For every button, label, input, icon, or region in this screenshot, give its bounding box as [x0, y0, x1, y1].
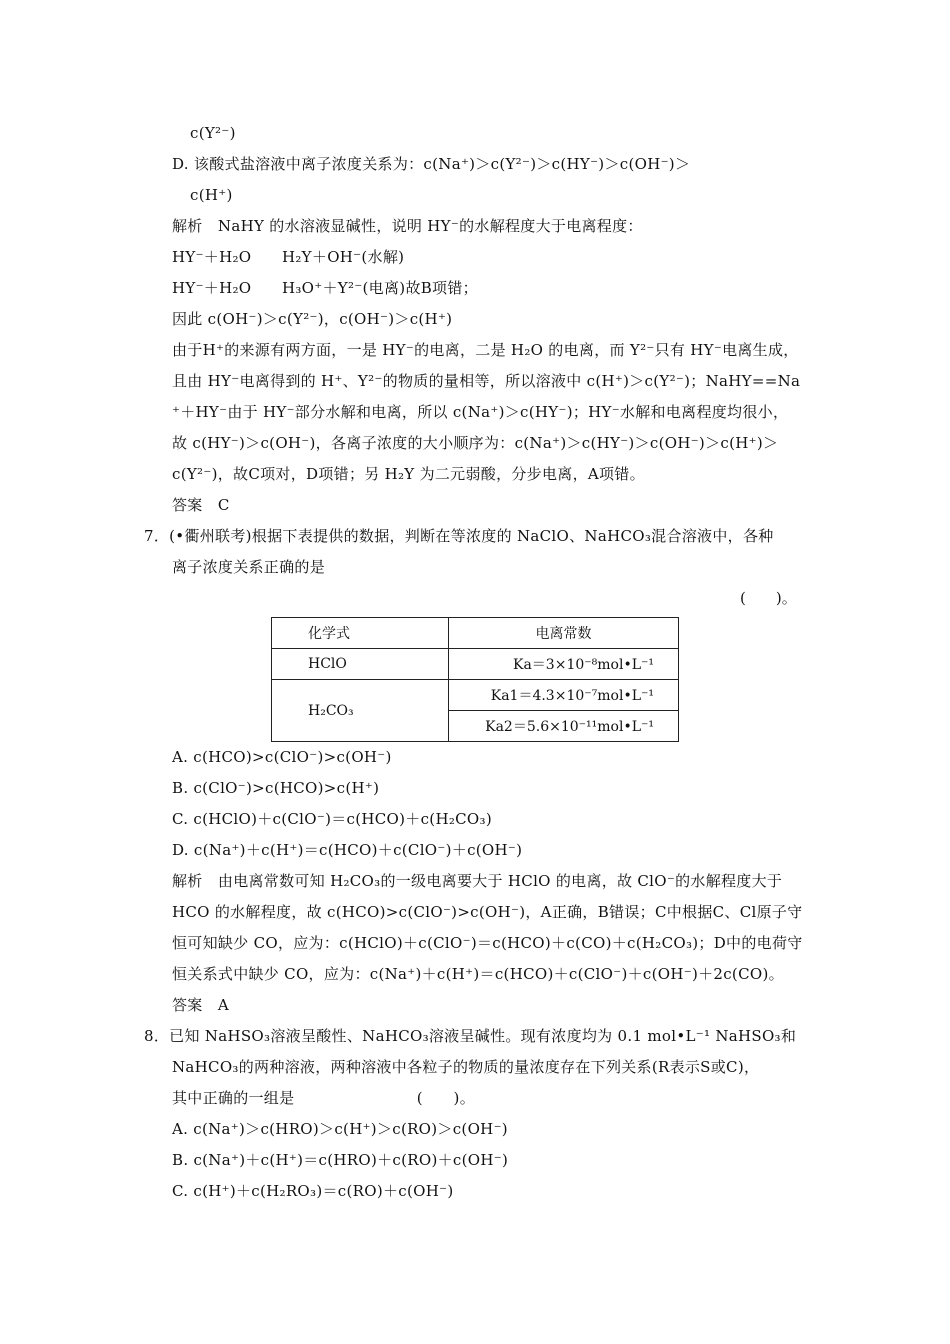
text-line: B. c(ClO⁻)>c(HCO)>c(H⁺) — [172, 779, 380, 797]
text-line: 由于H⁺的来源有两方面，一是 HY⁻的电离，二是 H₂O 的电离，而 Y²⁻只有 HY⁻电离生成， — [172, 341, 799, 359]
text-line: c(Y²⁻) — [190, 124, 236, 142]
text-line: 解析 NaHY 的水溶液显碱性，说明 HY⁻的水解程度大于电离程度： — [172, 217, 643, 235]
text-line: 答案 A — [172, 996, 230, 1014]
text-line: HY⁻＋H₂O H₂Y＋OH⁻(水解) — [172, 248, 405, 266]
text-line: 因此 c(OH⁻)＞c(Y²⁻)，c(OH⁻)＞c(H⁺) — [172, 310, 453, 328]
text-line: 8．已知 NaHSO₃溶液呈酸性、NaHCO₃溶液呈碱性。现有浓度均为 0.1 mol•L⁻¹ NaHSO₃和 — [144, 1027, 797, 1045]
text-line: 故 c(HY⁻)＞c(OH⁻)，各离子浓度的大小顺序为：c(Na⁺)＞c(HY⁻)＞c(OH⁻)＞c(H⁺)＞ — [172, 434, 779, 452]
text-line: 恒可知缺少 CO，应为：c(HClO)＋c(ClO⁻)＝c(HCO)＋c(CO)＋c(H₂CO₃)；D中的电荷守 — [172, 934, 803, 952]
constant-hclo: Ka＝3×10⁻⁸mol•L⁻¹ — [449, 649, 679, 680]
text-line: 恒关系式中缺少 CO，应为：c(Na⁺)＋c(H⁺)＝c(HCO)＋c(ClO⁻)＋c(OH⁻)＋2c(CO)。 — [172, 965, 784, 983]
text-line: HCO 的水解程度，故 c(HCO)>c(ClO⁻)>c(OH⁻)，A正确，B错误；C中根据C、Cl原子守 — [172, 903, 803, 921]
text-line: NaHCO₃的两种溶液，两种溶液中各粒子的物质的量浓度存在下列关系(R表示S或C)， — [172, 1058, 760, 1076]
table-row-hclo — [272, 649, 679, 680]
text-line: C. c(H⁺)＋c(H₂RO₃)＝c(RO)＋c(OH⁻) — [172, 1182, 454, 1200]
text-line: B. c(Na⁺)＋c(H⁺)＝c(HRO)＋c(RO)＋c(OH⁻) — [172, 1151, 509, 1169]
text-line: c(Y²⁻)，故C项对，D项错；另 H₂Y 为二元弱酸，分步电离，A项错。 — [172, 465, 645, 483]
text-line: 答案 C — [172, 496, 230, 514]
text-line: D. c(Na⁺)＋c(H⁺)＝c(HCO)＋c(ClO⁻)＋c(OH⁻) — [172, 841, 523, 859]
text-line: 7．(•衢州联考)根据下表提供的数据，判断在等浓度的 NaClO、NaHCO₃混合溶液中，各种 — [144, 527, 774, 545]
text-line: A. c(Na⁺)＞c(HRO)＞c(H⁺)＞c(RO)＞c(OH⁻) — [172, 1120, 508, 1138]
text-line: HY⁻＋H₂O H₃O⁺＋Y²⁻(电离)故B项错； — [172, 279, 478, 297]
ionization-constant-table — [271, 617, 679, 742]
table-header-row — [272, 618, 679, 649]
table-row-h2co3-1 — [272, 680, 679, 711]
answer-blank-q7: ( )。 — [740, 589, 797, 607]
text-line: A. c(HCO)>c(ClO⁻)>c(OH⁻) — [172, 748, 392, 766]
constant-h2co3-ka2: Ka2＝5.6×10⁻¹¹mol•L⁻¹ — [449, 711, 679, 742]
header-constant: 电离常数 — [449, 618, 679, 649]
text-line: C. c(HClO)＋c(ClO⁻)＝c(HCO)＋c(H₂CO₃) — [172, 810, 492, 828]
text-line: 其中正确的一组是 ( )。 — [172, 1089, 476, 1107]
text-line: 解析 由电离常数可知 H₂CO₃的一级电离要大于 HClO 的电离，故 ClO⁻的水解程度大于 — [172, 872, 783, 890]
header-formula: 化学式 — [272, 618, 449, 649]
formula-hclo: HClO — [272, 649, 449, 680]
text-line: ⁺＋HY⁻由于 HY⁻部分水解和电离，所以 c(Na⁺)＞c(HY⁻)；HY⁻水解和电离程度均很小， — [172, 403, 789, 421]
text-line: 离子浓度关系正确的是 — [172, 558, 326, 576]
formula-h2co3: H₂CO₃ — [272, 680, 449, 742]
constant-h2co3-ka1: Ka1＝4.3×10⁻⁷mol•L⁻¹ — [449, 680, 679, 711]
text-line: D. 该酸式盐溶液中离子浓度关系为：c(Na⁺)＞c(Y²⁻)＞c(HY⁻)＞c(OH⁻)＞ — [172, 155, 691, 173]
text-line: c(H⁺) — [190, 186, 233, 204]
text-line: 且由 HY⁻电离得到的 H⁺、Y²⁻的物质的量相等，所以溶液中 c(H⁺)＞c(Y²⁻)；NaHY==Na — [172, 372, 801, 390]
